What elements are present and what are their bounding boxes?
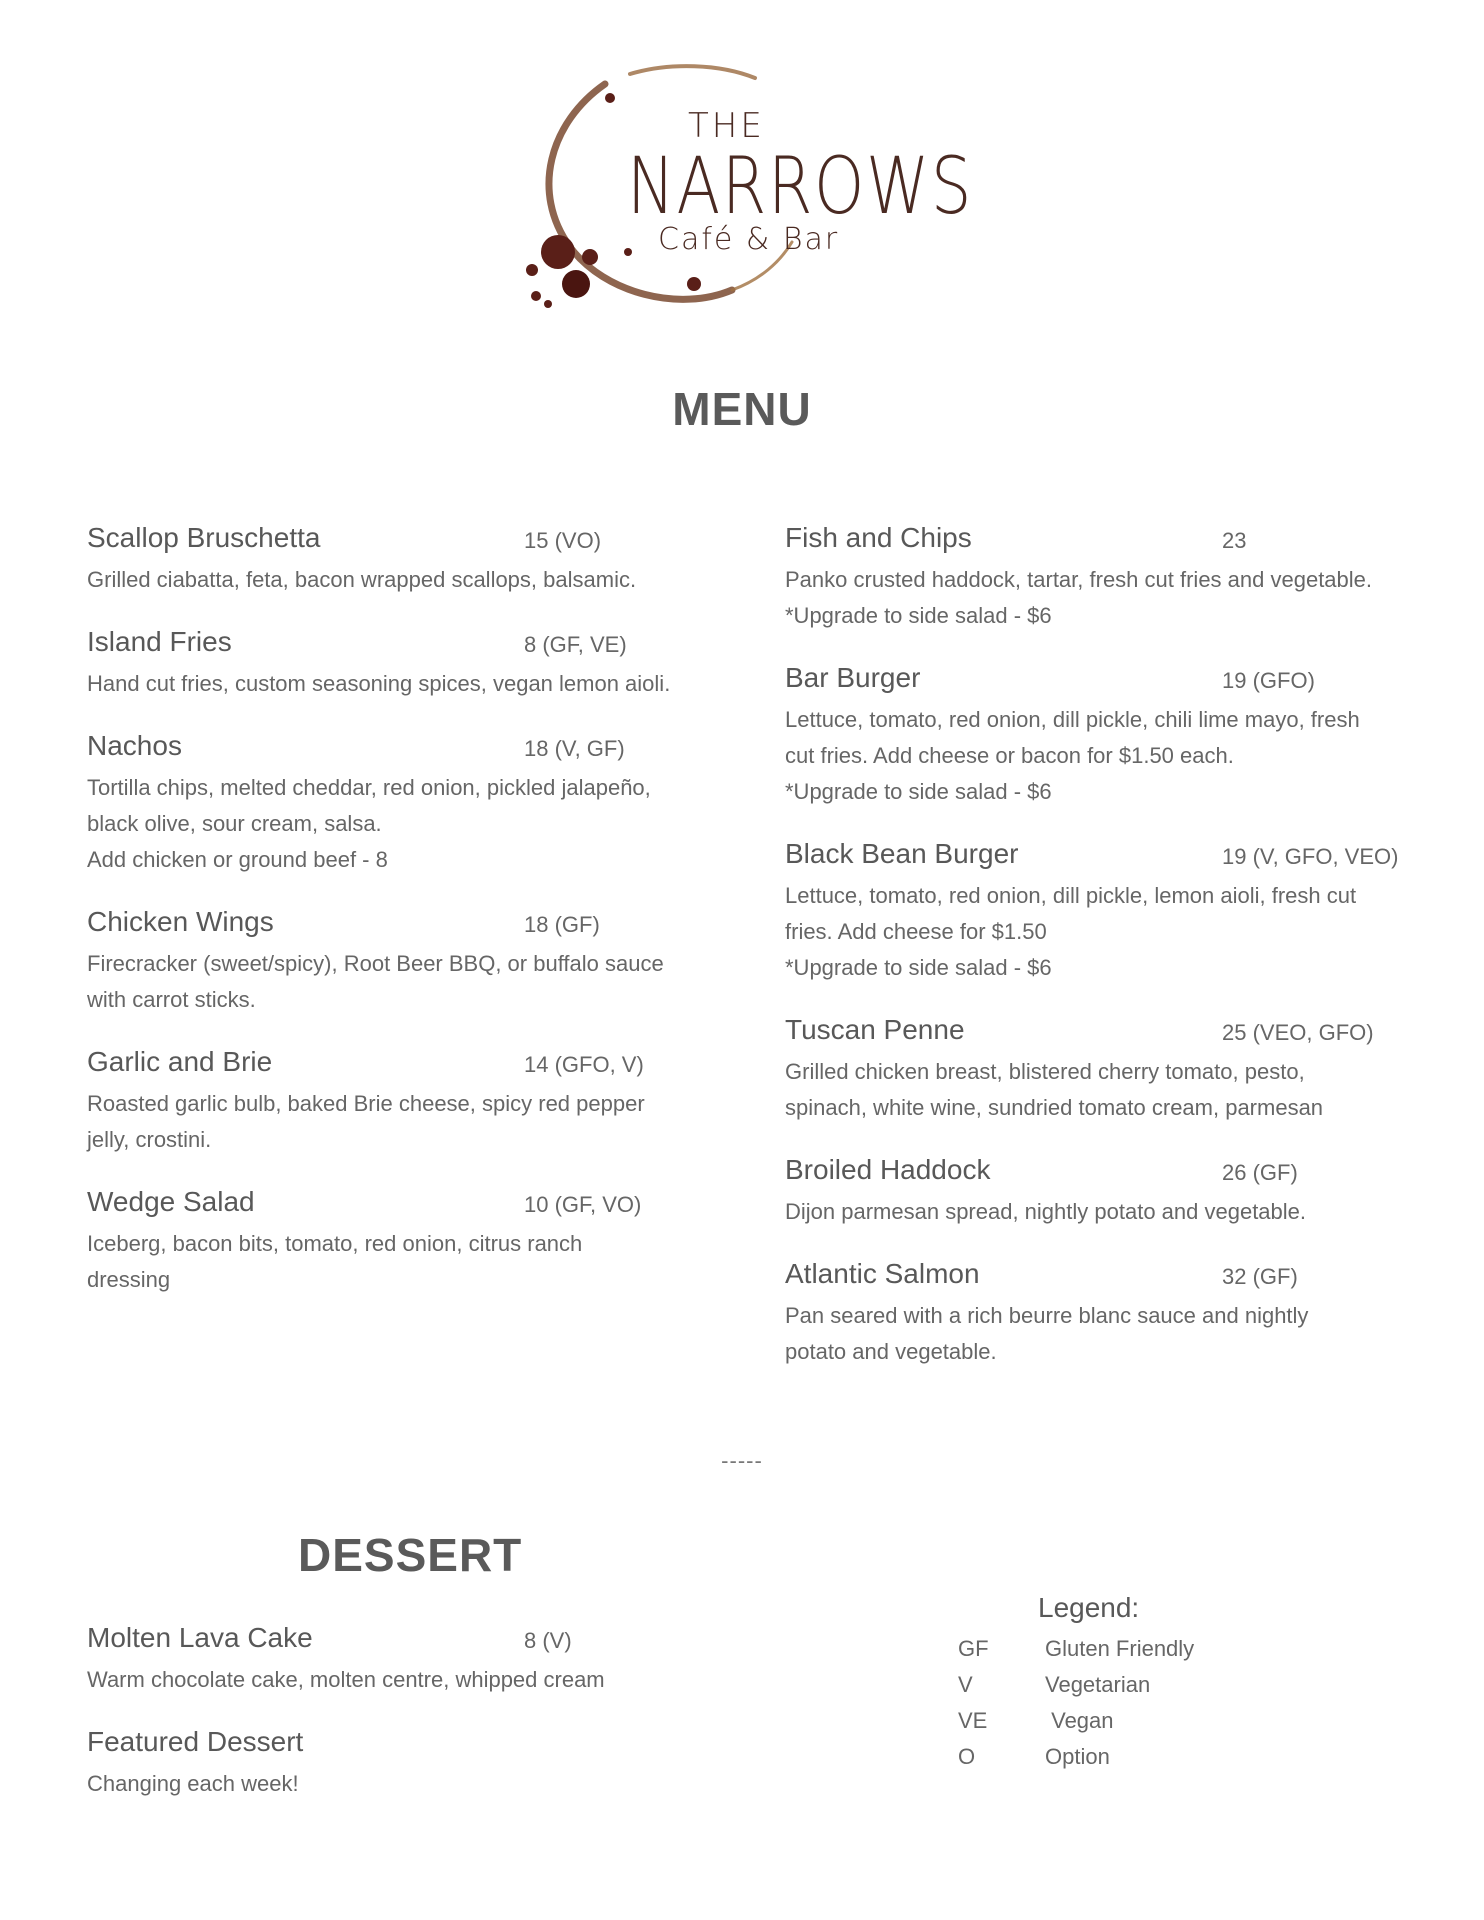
menu-item-description: jelly, crostini. [87,1127,212,1152]
menu-item-description: black olive, sour cream, salsa. [87,811,382,836]
dessert-title: DESSERT [298,1529,523,1581]
menu-item-name: Molten Lava Cake [87,1622,313,1653]
menu-item-name: Garlic and Brie [87,1046,273,1077]
menu-item-header [785,1014,1415,1054]
menu-item-name: Atlantic Salmon [785,1258,980,1289]
menu-item-header [785,1154,1415,1194]
legend-code: V [958,1672,973,1697]
menu-item-price: 19 (GFO) [1222,668,1315,693]
menu-item-header [87,730,707,770]
menu-item-price: 18 (V, GF) [524,736,625,761]
menu-item-description: *Upgrade to side salad - $6 [785,779,1052,804]
menu-item-name: Black Bean Burger [785,838,1019,869]
legend-code: O [958,1744,976,1769]
section-divider: ----- [721,1448,763,1473]
menu-item [785,662,1415,810]
menu-item-description: fries. Add cheese for $1.50 [785,919,1047,944]
menu-item-price: 8 (V) [524,1628,572,1653]
legend-code: GF [958,1636,989,1661]
legend-text: Vegetarian [1045,1672,1151,1697]
menu-item-description: Iceberg, bacon bits, tomato, red onion, citrus ranch [87,1231,583,1256]
menu-item [87,1622,707,1698]
legend-text: Gluten Friendly [1045,1636,1195,1661]
menu-item-header [87,1186,707,1226]
menu-item-header [87,1622,707,1662]
dessert-column [87,1622,707,1830]
menu-item-header [87,626,707,666]
menu-item-description: Roasted garlic bulb, baked Brie cheese, spicy red pepper [87,1091,645,1116]
menu-item-name: Bar Burger [785,662,921,693]
menu-item [87,1726,707,1802]
menu-item-description: Grilled ciabatta, feta, bacon wrapped scallops, balsamic. [87,567,637,592]
menu-item [785,1258,1415,1370]
menu-item-price: 18 (GF) [524,912,600,937]
menu-item-description: Lettuce, tomato, red onion, dill pickle, chili lime mayo, fresh [785,707,1360,732]
menu-item [87,1186,707,1298]
menu-item-price: 8 (GF, VE) [524,632,627,657]
menu-left-column [87,522,707,1326]
menu-item-description: Grilled chicken breast, blistered cherry tomato, pesto, [785,1059,1305,1084]
menu-item-description: *Upgrade to side salad - $6 [785,603,1052,628]
menu-item [785,1014,1415,1126]
legend-text: Vegan [1045,1708,1114,1733]
menu-item-description: Dijon parmesan spread, nightly potato and vegetable. [785,1199,1307,1224]
menu-item-description: potato and vegetable. [785,1339,997,1364]
menu-item-description: Hand cut fries, custom seasoning spices, vegan lemon aioli. [87,671,671,696]
menu-item-description: *Upgrade to side salad - $6 [785,955,1052,980]
menu-item-name: Scallop Bruschetta [87,522,321,553]
menu-item-header [785,662,1415,702]
menu-item [785,522,1415,634]
menu-item [87,730,707,878]
menu-item-name: Tuscan Penne [785,1014,965,1045]
menu-item-description: cut fries. Add cheese or bacon for $1.50 each. [785,743,1234,768]
menu-item-description: Warm chocolate cake, molten centre, whipped cream [87,1667,605,1692]
menu-item-header [87,1726,707,1766]
menu-item-header [785,522,1415,562]
menu-item-name: Chicken Wings [87,906,274,937]
menu-item-price: 32 (GF) [1222,1264,1298,1289]
menu-item [87,906,707,1018]
menu-item-name: Featured Dessert [87,1726,304,1757]
menu-item-name: Nachos [87,730,182,761]
menu-item-description: Panko crusted haddock, tartar, fresh cut fries and vegetable. [785,567,1373,592]
menu-item-header [87,522,707,562]
menu-item-header [87,906,707,946]
legend-code: VE [958,1708,988,1733]
menu-item-description: spinach, white wine, sundried tomato cream, parmesan [785,1095,1324,1120]
menu-item [87,522,707,598]
menu-item-description: Tortilla chips, melted cheddar, red onion, pickled jalapeño, [87,775,651,800]
menu-item-price: 19 (V, GFO, VEO) [1222,844,1399,869]
menu-item-description: Lettuce, tomato, red onion, dill pickle, lemon aioli, fresh cut [785,883,1357,908]
logo-the: THE [688,106,765,146]
logo-narrows: NARROWS [627,142,974,232]
menu-item [87,626,707,702]
menu-item-description: Firecracker (sweet/spicy), Root Beer BBQ, or buffalo sauce [87,951,664,976]
menu-item-price: 25 (VEO, GFO) [1222,1020,1374,1045]
legend-title: Legend: [1038,1592,1140,1623]
menu-item-price: 23 [1222,528,1247,553]
menu-item [785,838,1415,986]
legend-text: Option [1045,1744,1110,1769]
restaurant-logo [510,62,974,322]
menu-item-name: Island Fries [87,626,232,657]
menu-item-description: Changing each week! [87,1771,299,1796]
menu-item-price: 15 (VO) [524,528,602,553]
menu-right-column [785,522,1415,1398]
menu-item-description: dressing [87,1267,171,1292]
menu-item-description: Pan seared with a rich beurre blanc sauce and nightly [785,1303,1309,1328]
logo-cafe-bar: Café & Bar [658,222,840,257]
menu-item-price: 10 (GF, VO) [524,1192,642,1217]
menu-title: MENU [672,383,812,435]
menu-item-price: 26 (GF) [1222,1160,1298,1185]
menu-item-price: 14 (GFO, V) [524,1052,644,1077]
menu-item-header [785,1258,1415,1298]
menu-item-name: Fish and Chips [785,522,972,553]
menu-item-header [785,838,1415,878]
menu-item-name: Wedge Salad [87,1186,255,1217]
menu-item [785,1154,1415,1230]
menu-item-description: with carrot sticks. [87,987,256,1012]
menu-item-name: Broiled Haddock [785,1154,991,1185]
menu-item-description: Add chicken or ground beef - 8 [87,847,388,872]
menu-item-header [87,1046,707,1086]
menu-item [87,1046,707,1158]
